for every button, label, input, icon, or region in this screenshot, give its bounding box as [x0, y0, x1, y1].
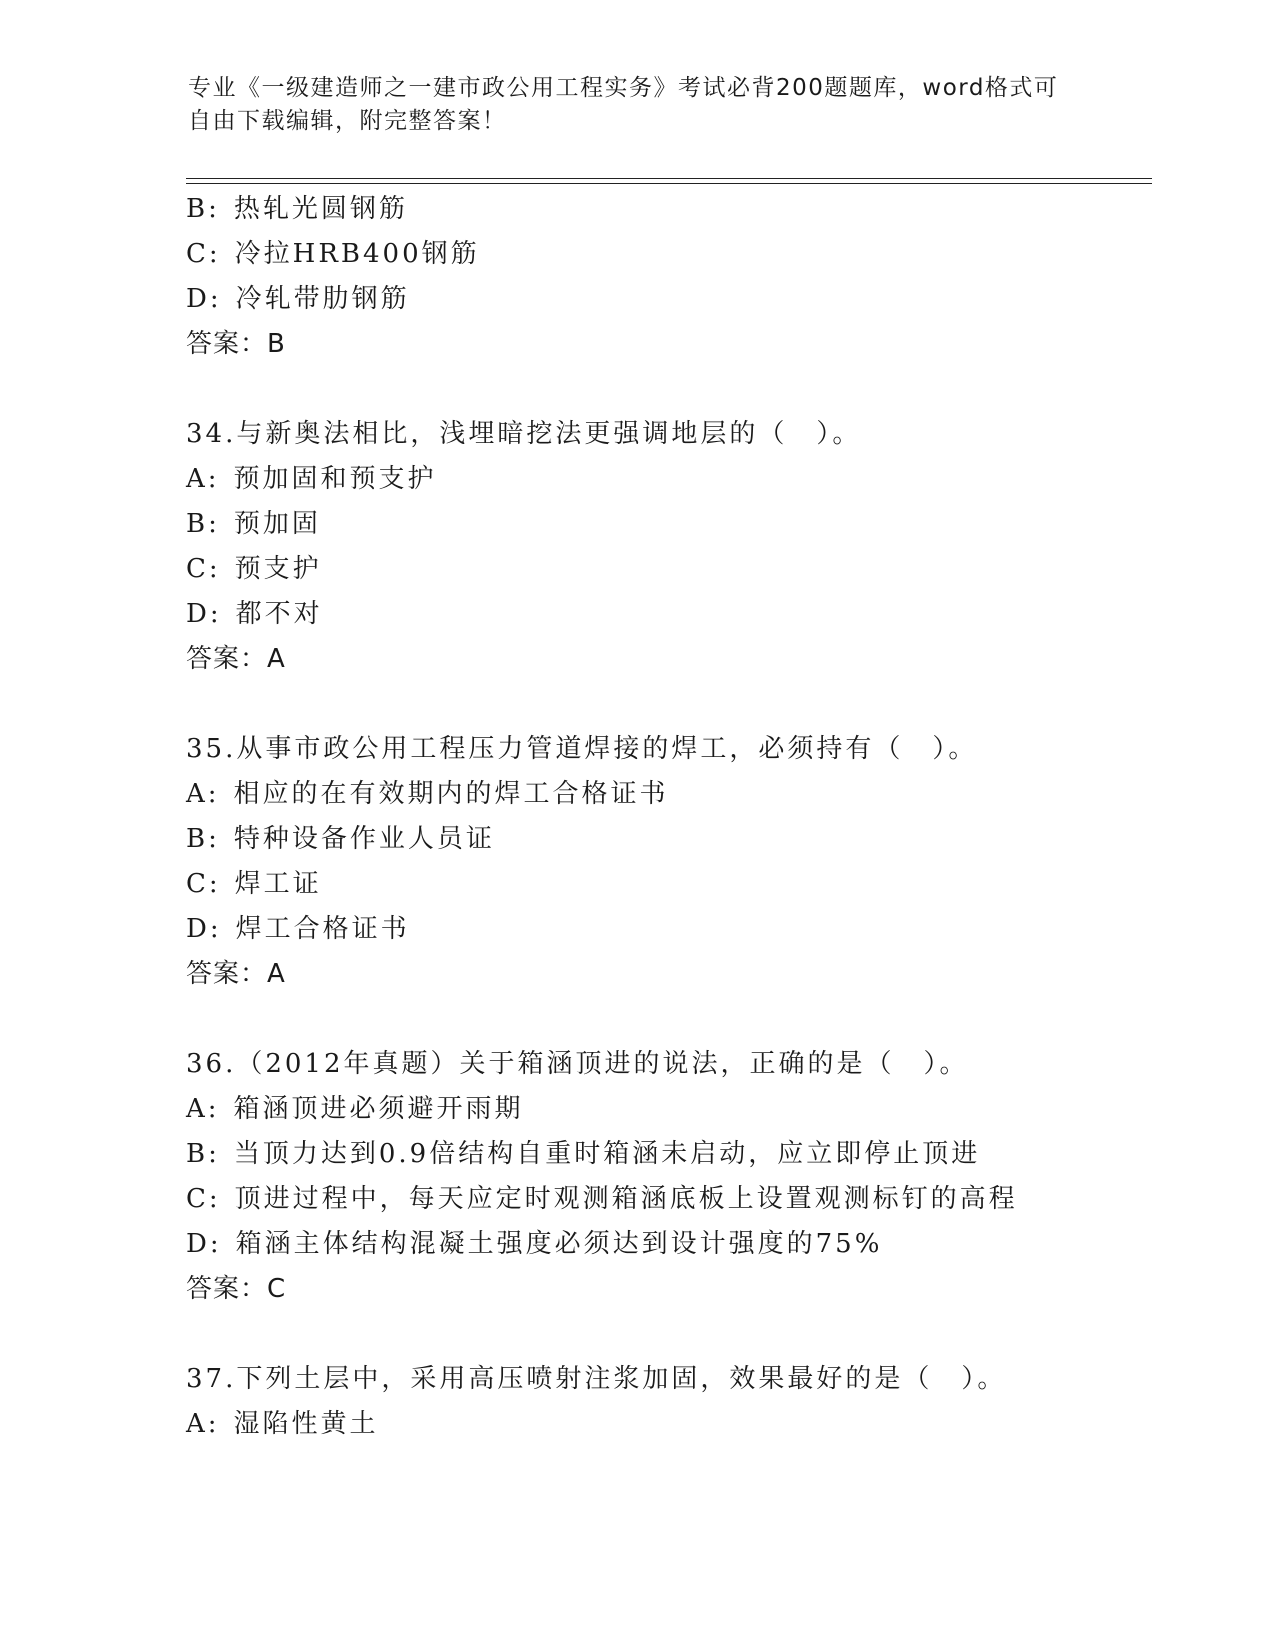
header-divider: [186, 183, 1152, 184]
option-b: B: 预加固: [186, 509, 321, 539]
header-line-2: 自由下载编辑，附完整答案！: [188, 108, 507, 134]
option-d: D: 焊工合格证书: [186, 914, 410, 944]
header-divider: [186, 178, 1152, 179]
answer: 答案：B: [186, 329, 286, 359]
document-header: [188, 72, 1088, 138]
option-a: A: 预加固和预支护: [186, 464, 437, 494]
option-b: B: 特种设备作业人员证: [186, 824, 495, 854]
answer: 答案：C: [186, 1274, 287, 1304]
answer: 答案：A: [186, 644, 286, 674]
option-a: A: 箱涵顶进必须避开雨期: [186, 1094, 524, 1124]
option-c: C: 顶进过程中，每天应定时观测箱涵底板上设置观测标钉的高程: [186, 1184, 1018, 1214]
option-d: D: 都不对: [186, 599, 323, 629]
answer: 答案：A: [186, 959, 286, 989]
question-stem: 34.与新奥法相比，浅埋暗挖法更强调地层的（ ）。: [186, 419, 862, 449]
option-a: A: 湿陷性黄土: [186, 1409, 379, 1439]
question-stem: 35.从事市政公用工程压力管道焊接的焊工，必须持有（ ）。: [186, 734, 978, 764]
option-b: B: 当顶力达到0.9倍结构自重时箱涵未启动，应立即停止顶进: [186, 1139, 981, 1169]
option-c: C: 预支护: [186, 554, 322, 584]
option-d: D: 冷轧带肋钢筋: [186, 284, 410, 314]
option-a: A: 相应的在有效期内的焊工合格证书: [186, 779, 669, 809]
option-c: C: 焊工证: [186, 869, 322, 899]
header-line-1: 专业《一级建造师之一建市政公用工程实务》考试必背200题题库，word格式可: [188, 75, 1059, 101]
option-d: D: 箱涵主体结构混凝土强度必须达到设计强度的75%: [186, 1229, 883, 1259]
option-c: C: 冷拉HRB400钢筋: [186, 239, 480, 269]
question-stem: 36.（2012年真题）关于箱涵顶进的说法，正确的是（ ）。: [186, 1049, 969, 1079]
question-stem: 37.下列土层中，采用高压喷射注浆加固，效果最好的是（ ）。: [186, 1364, 1007, 1394]
option-b: B: 热轧光圆钢筋: [186, 194, 408, 224]
